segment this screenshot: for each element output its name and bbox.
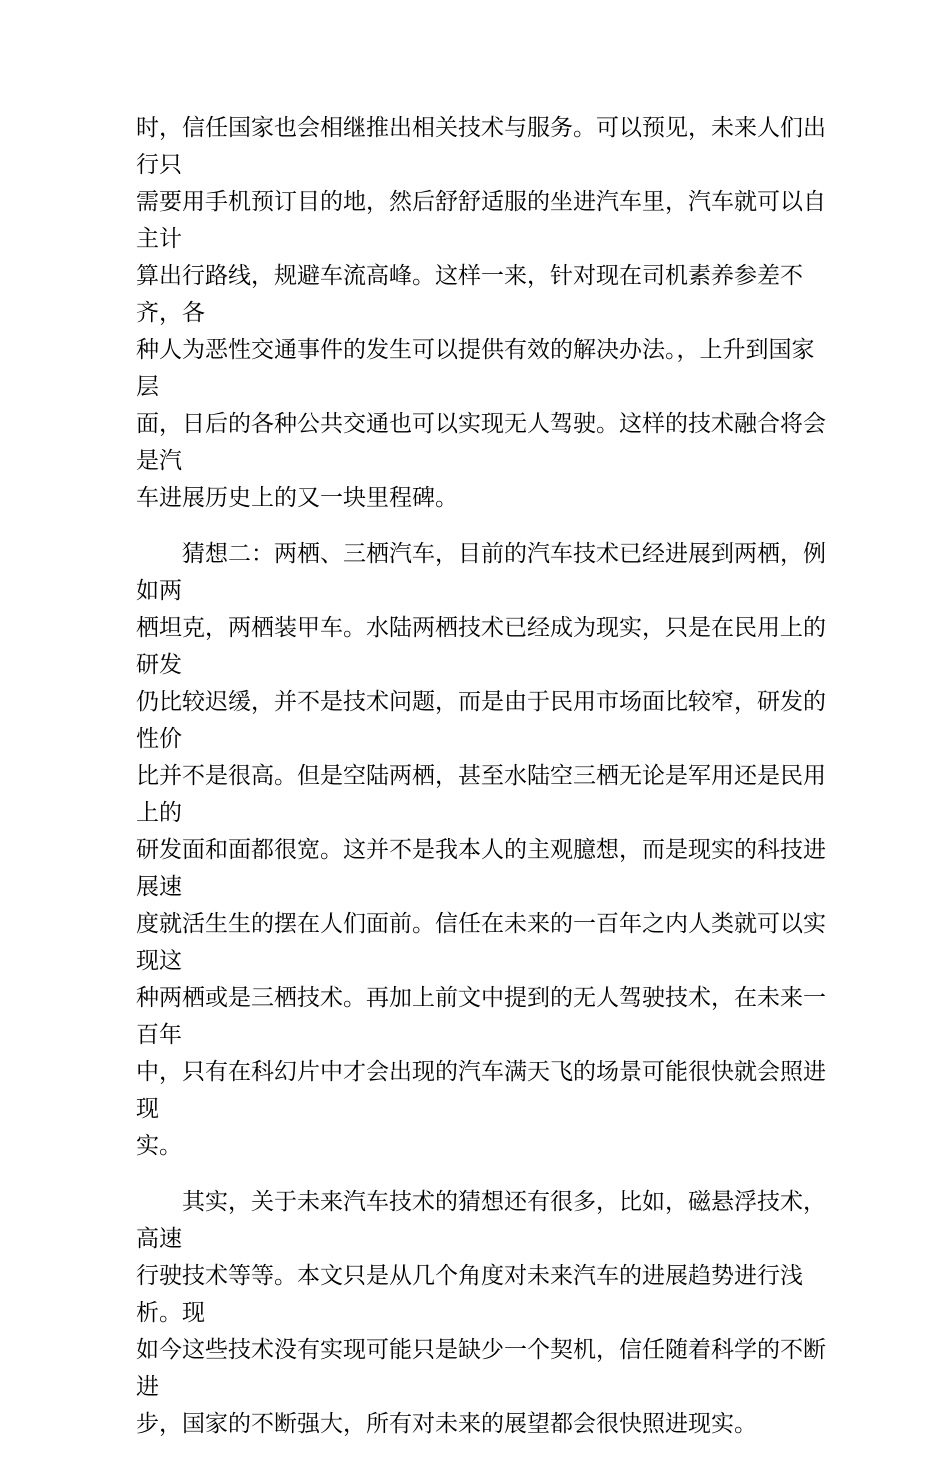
paragraph-3: 其实，关于未来汽车技术的猜想还有很多，比如，磁悬浮技术，高速 行驶技术等等。本文只是从几个角度对未来汽车的进展趋势进行浅析。现 如今这些技术没有实现可能只是缺少一个契机，信任随着科学的不断进 步，国家的不断强大，所有对未来的展望都会很快照进现实。 (136, 1189, 826, 1437)
paragraph-2: 猜想二：两栖、三栖汽车，目前的汽车技术已经进展到两栖，例如两 栖坦克，两栖装甲车。水陆两栖技术已经成为现实，只是在民用上的研发 仍比较迟缓，并不是技术问题，而是由于民用市场面比较窄，研发的性价 比并不是很高。但是空陆两栖，甚至水陆空三栖无论是军用还是民用上的 研发面和面都很宽。这并不是我本人的主观臆想，而是现实的科技进展速 度就活生生的摆在人们面前。信任在未来的一百年之内人类就可以实现这 种两栖或是三栖技术。再加上前文中提到的无人驾驶技术，在未来一百年 中，只有在科幻片中才会出现的汽车满天飞的场景可能很快就会照进现 实。 (136, 541, 826, 1159)
paragraph-1: 时，信任国家也会相继推出相关技术与服务。可以预见，未来人们出行只 需要用手机预订目的地，然后舒舒适服的坐进汽车里，汽车就可以自主计 算出行路线，规避车流高峰。这样一来，针对现在司机素养参差不齐，各 种人为恶性交通事件的发生可以提供有效的解决办法。，上升到国家层 面，日后的各种公共交通也可以实现无人驾驶。这样的技术融合将会是汽 车进展历史上的又一块里程碑。 (136, 115, 826, 511)
document-body (136, 110, 826, 1462)
